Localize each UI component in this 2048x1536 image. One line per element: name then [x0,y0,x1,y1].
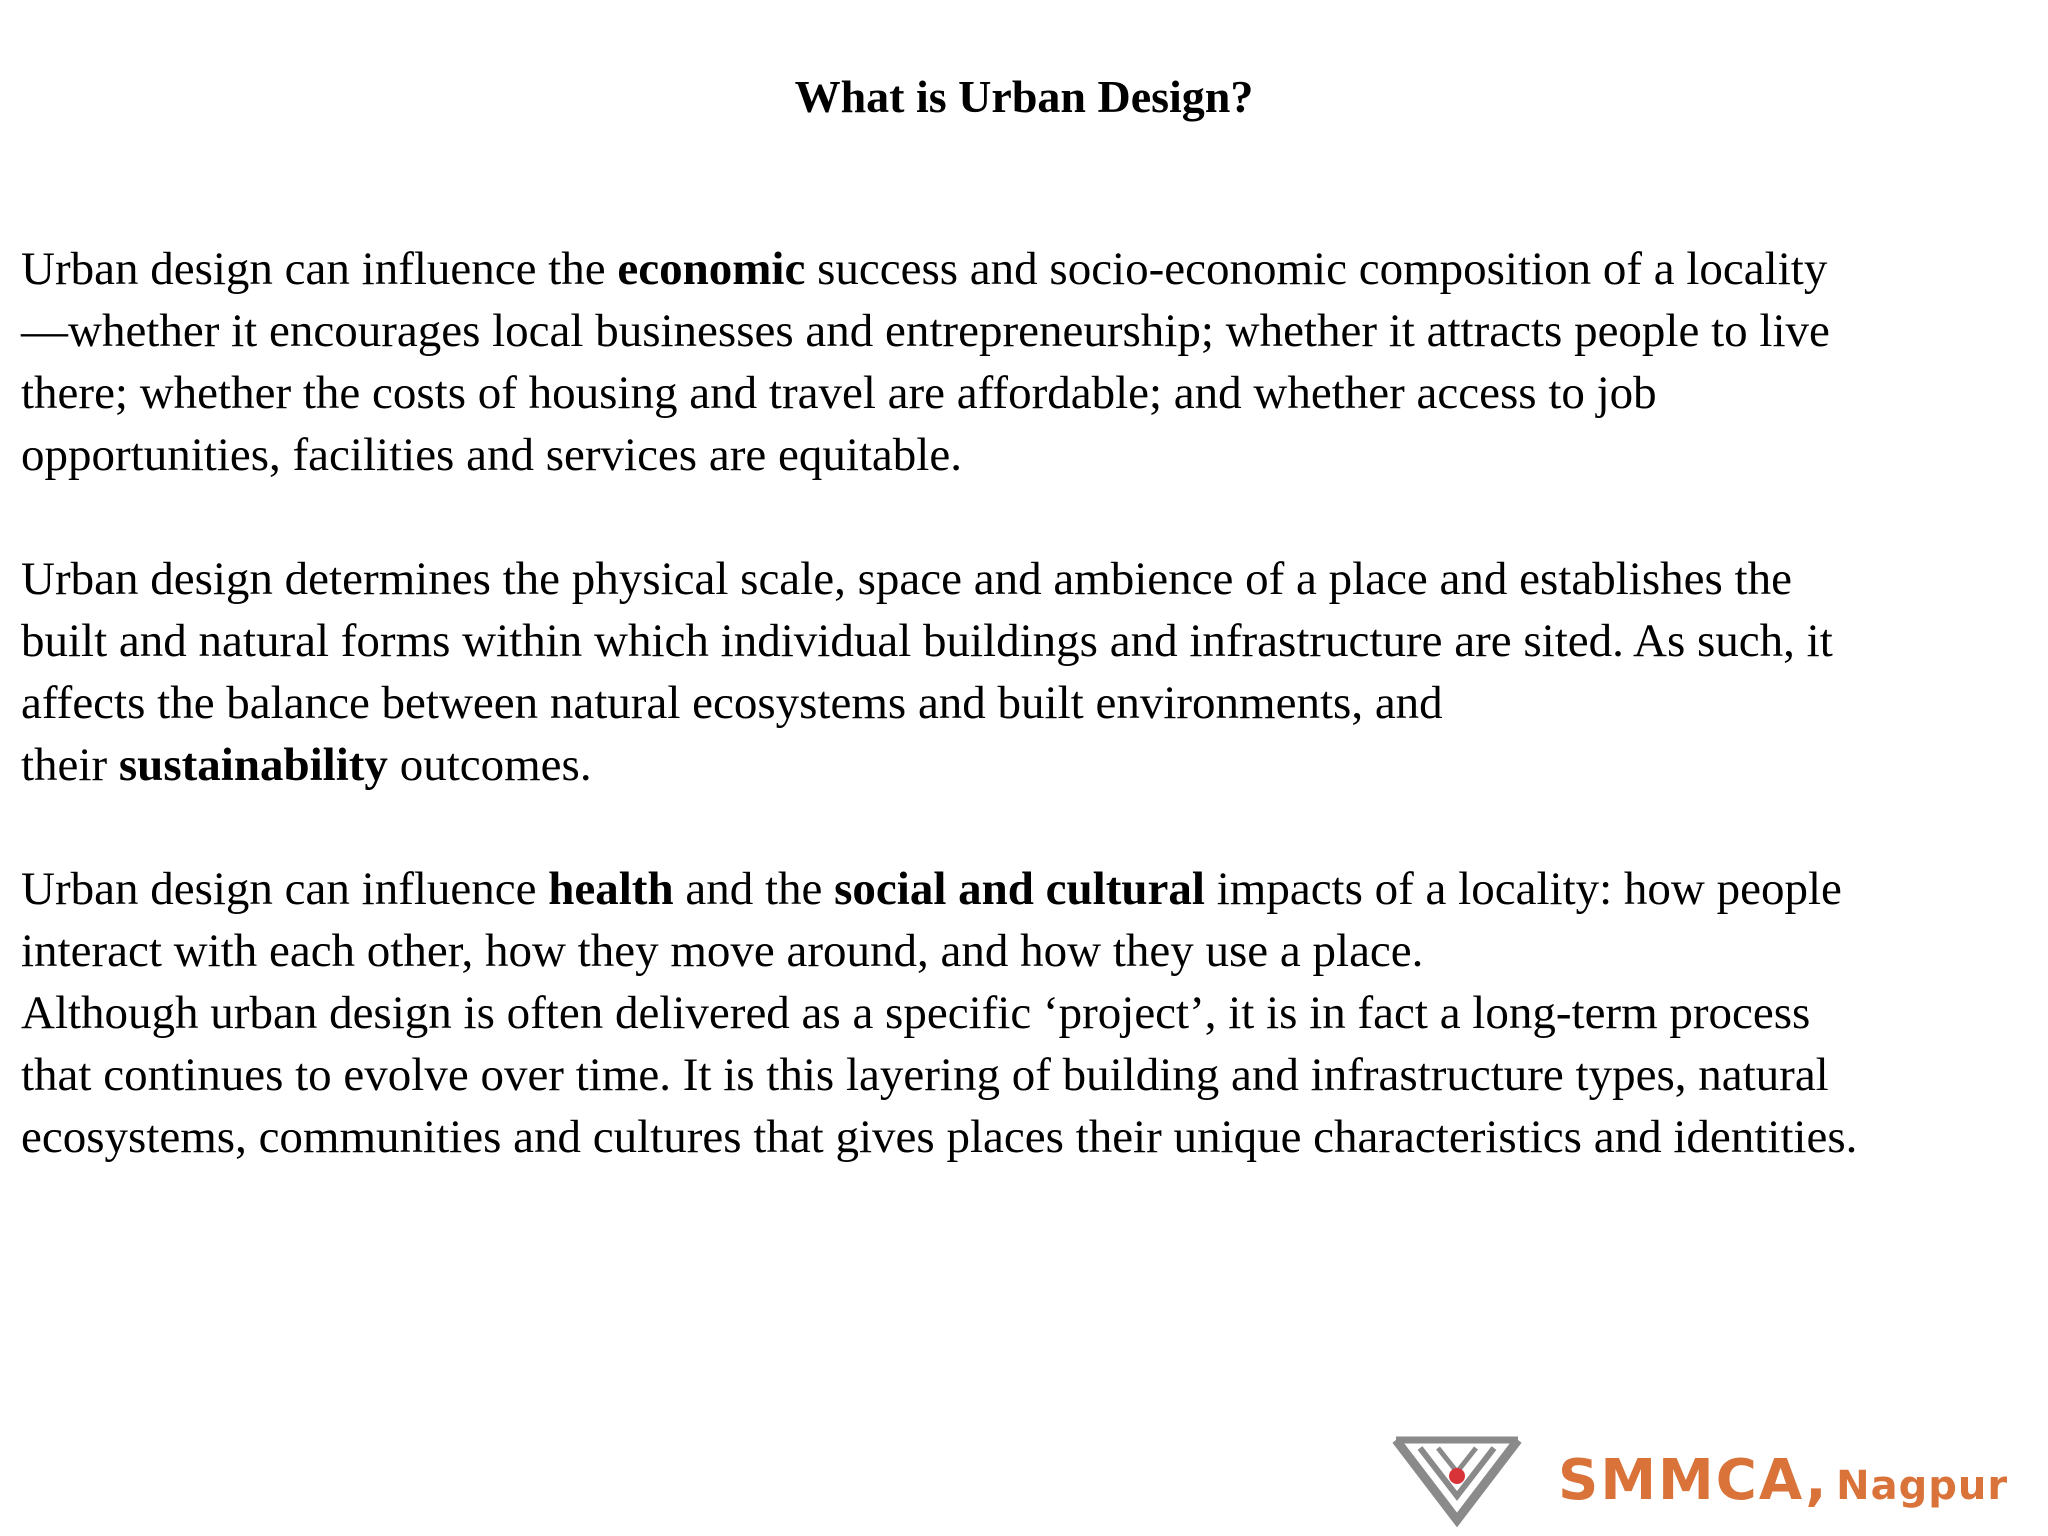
paragraph-line [21,238,2041,300]
logo-wordmark [1558,1448,2008,1513]
body-text: Urban design can influence [21,863,549,915]
paragraph-health-social [21,858,2041,1168]
body-text: impacts of a locality: how people [1204,863,1842,915]
emphasis-text: sustainability [118,739,388,791]
paragraph-line [21,362,2041,424]
body-text: opportunities, facilities and services are equitable. [21,429,962,481]
paragraph-line [21,1106,2041,1168]
paragraph-line [21,858,2041,920]
paragraph-line [21,300,2041,362]
body-text: interact with each other, how they move around, and how they use a place. [21,925,1424,977]
body-text: that continues to evolve over time. It is this layering of building and infrastructure types, natural [21,1049,1829,1101]
body-text: affects the balance between natural ecosystems and built environments, and [21,677,1443,729]
body-text: there; whether the costs of housing and travel are affordable; and whether access to job [21,367,1657,419]
logo-city: Nagpur [1836,1463,2009,1509]
body-text: built and natural forms within which individual buildings and infrastructure are sited. As such, it [21,615,1833,667]
emphasis-text: social and cultural [834,863,1205,915]
paragraph-line [21,734,2041,796]
body-text: —whether it encourages local businesses and entrepreneurship; whether it attracts people to live [21,305,1830,357]
paragraph-line [21,424,2041,486]
paragraph-line [21,1044,2041,1106]
slide-title: What is Urban Design? [794,71,1254,122]
smmca-logo [1390,1432,2030,1528]
body-text: ecosystems, communities and cultures that gives places their unique characteristics and identities. [21,1111,1858,1163]
body-text: their [21,739,119,791]
paragraph-line [21,920,2041,982]
body-text: Urban design determines the physical scale, space and ambience of a place and establishes the [21,553,1792,605]
paragraph-line [21,548,2041,610]
body-text: success and socio-economic composition of a locality [805,243,1828,295]
body-text: Urban design can influence the [21,243,618,295]
logo-separator: , [1805,1448,1829,1513]
logo-name: SMMCA [1558,1448,1806,1513]
paragraph-line [21,672,2041,734]
body-text: Although urban design is often delivered as a specific ‘project’, it is in fact a long-term process [21,987,1811,1039]
paragraph-line [21,610,2041,672]
paragraph-sustainability [21,548,2041,796]
body-text: outcomes. [387,739,592,791]
paragraph-economic [21,238,2041,486]
emphasis-text: health [548,863,674,915]
smmca-emblem-icon [1390,1432,1524,1528]
body-text: and the [673,863,835,915]
paragraph-line [21,982,2041,1044]
emphasis-text: economic [617,243,806,295]
